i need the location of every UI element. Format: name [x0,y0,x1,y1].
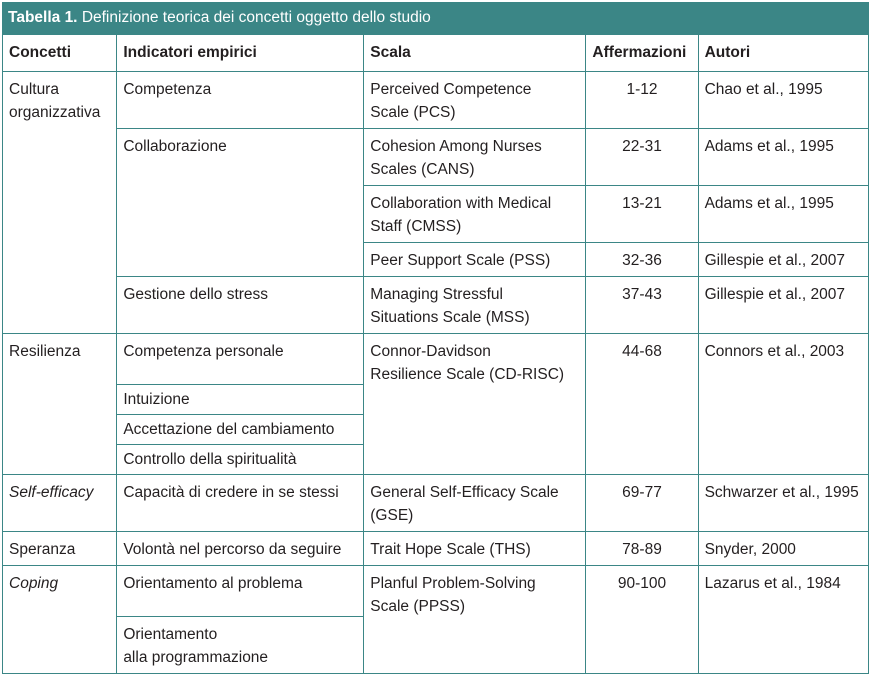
header-affermazioni: Affermazioni [586,35,698,72]
items-cell: 13-21 [586,186,698,243]
author-cell: Adams et al., 1995 [698,129,868,186]
header-row [3,35,869,72]
concept-cell: Coping [3,566,117,674]
author-cell: Gillespie et al., 2007 [698,243,868,277]
items-cell: 1-12 [586,72,698,129]
table-title-label: Tabella 1. [8,9,78,26]
scale-cell [364,566,586,674]
scale-text: Scale (PPSS) [370,598,466,615]
table-row [3,72,869,129]
table-row [3,129,869,186]
scale-cell [364,334,586,475]
scale-text: Resilience Scale (CD-RISC) [370,366,565,383]
indicator-cell: Volontà nel percorso da seguire [117,532,364,566]
scale-text: Managing Stressful [370,286,503,303]
concept-text: Cultura [9,81,59,98]
scale-text: (GSE) [370,507,414,524]
header-scala: Scala [364,35,586,72]
author-cell: Connors et al., 2003 [698,334,868,475]
header-concetti: Concetti [3,35,117,72]
scale-cell [364,72,586,129]
concept-cell: Resilienza [3,334,117,475]
indicator-cell: Intuizione [117,385,364,415]
scale-text: Cohesion Among Nurses [370,138,542,155]
concept-text: organizzativa [9,104,101,121]
author-cell: Snyder, 2000 [698,532,868,566]
table-row [3,277,869,334]
scale-text: Scales (CANS) [370,161,475,178]
table-row [3,475,869,532]
concepts-table [2,34,869,674]
indicator-cell [117,617,364,674]
scale-cell: Trait Hope Scale (THS) [364,532,586,566]
table-row [3,334,869,385]
table-container [2,2,869,674]
indicator-cell: Competenza [117,72,364,129]
scale-text: Situations Scale (MSS) [370,309,530,326]
indicator-cell: Gestione dello stress [117,277,364,334]
table-title-text: Definizione teorica dei concetti oggetto dello studio [81,9,431,26]
scale-cell: Peer Support Scale (PSS) [364,243,586,277]
concept-cell: Self-efficacy [3,475,117,532]
items-cell: 78-89 [586,532,698,566]
scale-text: Planful Problem-Solving [370,575,536,592]
scale-cell [364,186,586,243]
scale-text: Perceived Competence [370,81,532,98]
indicator-text: Orientamento [123,626,218,643]
items-cell: 22-31 [586,129,698,186]
author-cell: Lazarus et al., 1984 [698,566,868,674]
scale-cell [364,277,586,334]
items-cell: 69-77 [586,475,698,532]
author-cell: Schwarzer et al., 1995 [698,475,868,532]
scale-text: Collaboration with Medical [370,195,552,212]
scale-text: General Self-Efficacy Scale [370,484,559,501]
author-cell: Adams et al., 1995 [698,186,868,243]
author-cell: Chao et al., 1995 [698,72,868,129]
concept-cell [3,72,117,334]
indicator-cell: Controllo della spiritualità [117,445,364,475]
indicator-cell: Capacità di credere in se stessi [117,475,364,532]
scale-cell [364,129,586,186]
items-cell: 90-100 [586,566,698,674]
indicator-cell: Collaborazione [117,129,364,277]
items-cell: 37-43 [586,277,698,334]
author-cell: Gillespie et al., 2007 [698,277,868,334]
table-row [3,566,869,617]
header-indicatori: Indicatori empirici [117,35,364,72]
table-title [2,2,869,34]
indicator-cell: Competenza personale [117,334,364,385]
table-row [3,532,869,566]
scale-text: Scale (PCS) [370,104,456,121]
scale-text: Connor-Davidson [370,343,491,360]
indicator-cell: Accettazione del cambiamento [117,415,364,445]
header-autori: Autori [698,35,868,72]
indicator-text: alla programmazione [123,649,269,666]
items-cell: 44-68 [586,334,698,475]
scale-cell [364,475,586,532]
scale-text: Staff (CMSS) [370,218,462,235]
concept-cell: Speranza [3,532,117,566]
items-cell: 32-36 [586,243,698,277]
indicator-cell: Orientamento al problema [117,566,364,617]
